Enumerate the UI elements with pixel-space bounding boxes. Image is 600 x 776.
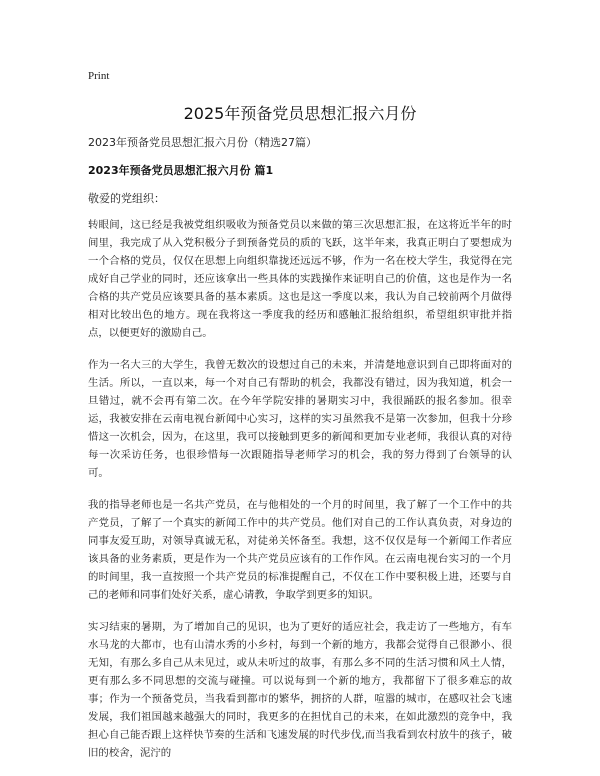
document-title: 2025年预备党员思想汇报六月份 bbox=[183, 104, 417, 123]
section-heading: 2023年预备党员思想汇报六月份 篇1 bbox=[88, 164, 274, 177]
body-paragraph: 作为一名大三的大学生，我曾无数次的设想过自己的未来，并清楚地意识到自己即将面对的生活。所以，一直以来，每一个对自己有帮助的机会，我都没有错过，因为我知道，机会一旦错过，就不会再有第二次。在今年学院安排的暑期实习中，我很踊跃的报名参加。很幸运，我被安排在云南电视台新闻中心实习，这样的实习虽然我不是第一次参加，但我十分珍惜这一次机会，因为，在这里，我可以接触到更多的新闻和更加专业老师，我很认真的对待每一次采访任务，也很珍惜每一次跟随指导老师学习的机会，我的努力得到了台领导的认可。 bbox=[88, 359, 512, 479]
print-label: Print bbox=[88, 70, 110, 82]
document-body bbox=[88, 216, 512, 776]
body-paragraph: 实习结束的暑期，为了增加自己的见识，也为了更好的适应社会，我走访了一些地方，有车水马龙的大都市，也有山清水秀的小乡村，每到一个新的地方，我都会觉得自己很渺小、很无知，有那么多自己从未见过，或从未听过的故事，有那么多不同的生活习惯和风土人情，更有那么多不同思想的交流与碰撞。可以说每到一个新的地方，我都留下了很多难忘的故事；作为一个预备党员，当我看到都市的繁华，拥挤的人群，喧嚣的城市，在感叹社会飞速发展，我们祖国越来越强大的同时，我更多的在担忧自己的未来，在如此激烈的竞争中，我担心自己能否跟上这样快节奏的生活和飞速发展的时代步伐,而当我看到农村放牛的孩子，破旧的校舍，泥泞的 bbox=[88, 621, 512, 759]
document-subtitle: 2023年预备党员思想汇报六月份（精选27篇） bbox=[88, 136, 317, 149]
body-paragraph: 转眼间，这已经是我被党组织吸收为预备党员以来做的第三次思想汇报，在这将近半年的时间里，我完成了从入党积极分子到预备党员的质的飞跃，这半年来，我真正明白了要想成为一个合格的党员，仅仅在思想上向组织靠拢还远远不够，作为一名在校大学生，我觉得在完成好自己学业的同时，还应该拿出一些具体的实践操作来证明自己的价值，这也是作为一名合格的共产党员应该要具备的基本素质。这也是这一季度以来，我认为自己较前两个月做得相对比较出色的地方。现在我将这一季度我的经历和感触汇报给组织，希望组织审批并指点，以便更好的激励自己。 bbox=[88, 219, 512, 339]
salutation: 敬爱的党组织： bbox=[88, 192, 165, 205]
body-paragraph: 我的指导老师也是一名共产党员，在与他相处的一个月的时间里，我了解了一个工作中的共产党员，了解了一个真实的新闻工作中的共产党员。他们对自己的工作认真负责，对身边的同事友爱互助，对领导真诚无私，对徒弟关怀备至。我想，这不仅仅是每一个新闻工作者应该具备的业务素质，更是作为一个共产党员应该有的工作作风。在云南电视台实习的一个月的时间里，我一直按照一个共产党员的标准提醒自己，不仅在工作中要积极上进，还要与自己的老师和同事们处好关系，虚心请教，争取学到更多的知识。 bbox=[88, 499, 512, 601]
